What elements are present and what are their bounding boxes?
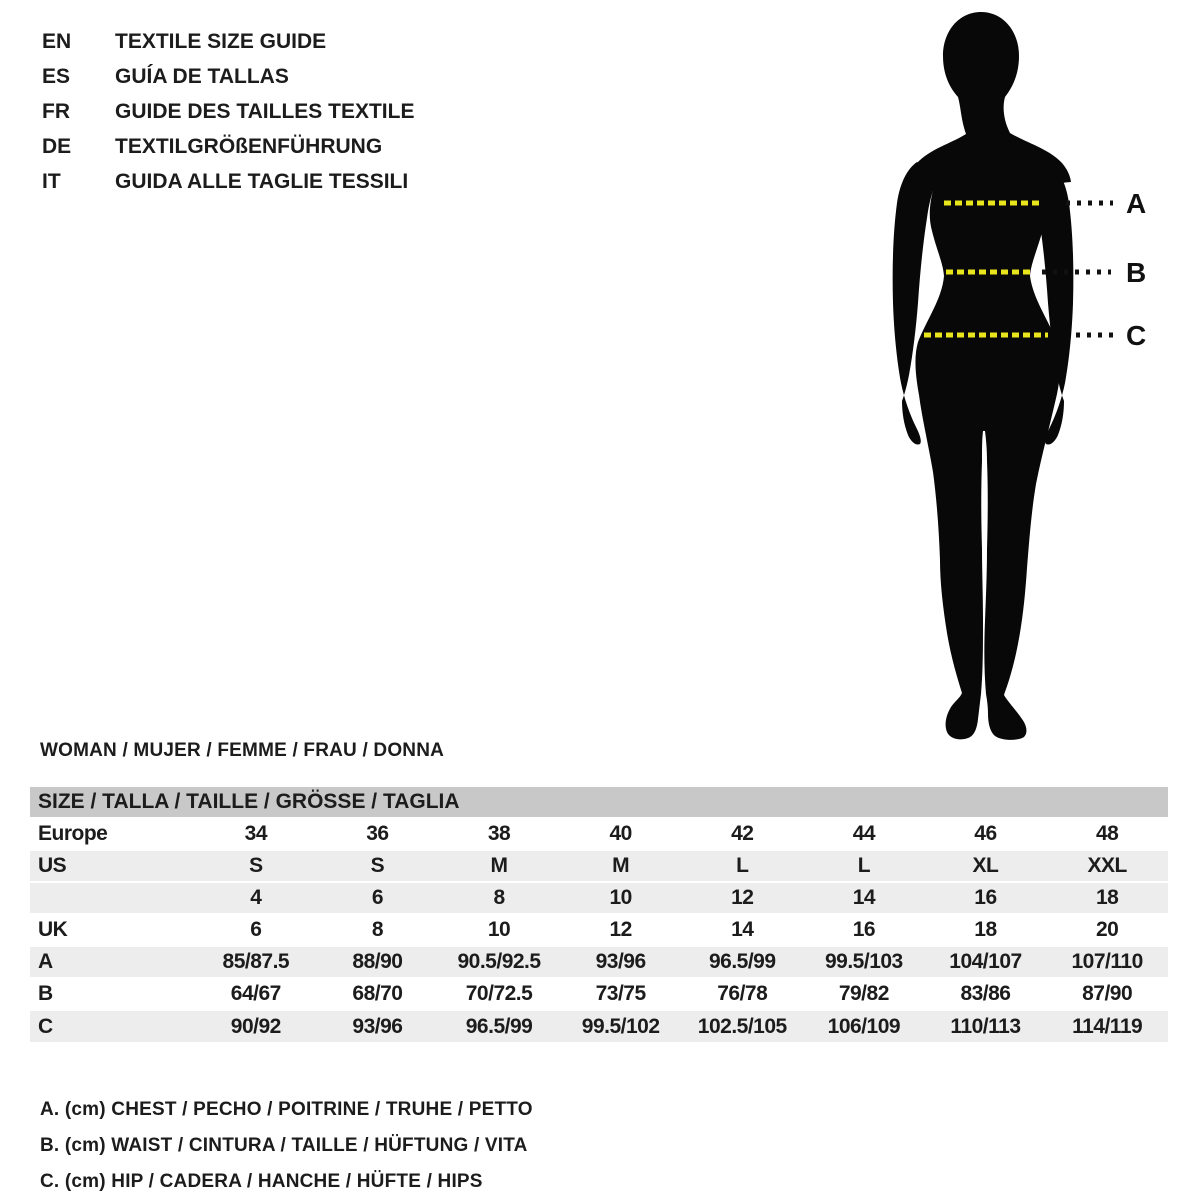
language-title-list: [42, 30, 414, 205]
size-cell: 34: [244, 822, 267, 845]
size-cell: 96.5/99: [465, 1014, 533, 1038]
size-cell: 79/82: [838, 982, 889, 1005]
size-cell: 14: [852, 886, 876, 909]
language-label: GUIDA ALLE TAGLIE TESSILI: [115, 170, 409, 193]
size-cell: 99.5/102: [581, 1014, 660, 1038]
language-title-row: [42, 170, 414, 192]
language-title-row: [42, 30, 414, 52]
size-cell: 104/107: [949, 950, 1022, 973]
size-cell: 40: [609, 822, 632, 845]
size-cell: XXL: [1087, 854, 1127, 877]
size-cell: S: [249, 854, 263, 877]
woman-silhouette-figure: [880, 2, 1200, 745]
size-cell: 16: [974, 886, 997, 909]
size-cell: 20: [1095, 918, 1119, 941]
section-title: WOMAN / MUJER / FEMME / FRAU / DONNA: [40, 740, 445, 761]
size-row-label: US: [38, 854, 67, 877]
language-title-row: [42, 65, 414, 87]
size-table-row: [30, 882, 1168, 914]
size-cell: M: [612, 854, 630, 877]
size-cell: 90/92: [230, 1014, 281, 1038]
size-table-row: [30, 1010, 1168, 1042]
size-row-label: A: [38, 950, 53, 973]
size-table-header-row: [30, 787, 1168, 818]
measure-legend: [40, 1092, 533, 1200]
size-cell: 38: [487, 822, 511, 845]
language-title-row: [42, 135, 414, 157]
size-table-row: [30, 946, 1168, 978]
size-cell: 83/86: [960, 982, 1011, 1005]
size-cell: M: [490, 854, 508, 877]
size-cell: 48: [1095, 822, 1119, 845]
language-title-row: [42, 100, 414, 122]
size-cell: 18: [974, 918, 997, 941]
size-cell: 87/90: [1082, 982, 1133, 1005]
size-cell: 10: [609, 886, 632, 909]
size-cell: 12: [609, 918, 632, 941]
language-label: GUÍA DE TALLAS: [115, 65, 289, 88]
measure-legend-line: B. (cm) WAIST / CINTURA / TAILLE / HÜFTUNG / VITA: [40, 1135, 528, 1156]
size-cell: 99.5/103: [824, 950, 903, 973]
size-cell: L: [857, 854, 871, 877]
measure-legend-line: A. (cm) CHEST / PECHO / POITRINE / TRUHE / PETTO: [40, 1099, 533, 1120]
measure-label-c: C: [1126, 320, 1147, 351]
size-cell: 70/72.5: [465, 982, 533, 1005]
size-cell: 6: [250, 918, 262, 941]
size-row-label: UK: [38, 918, 68, 941]
size-table-header: SIZE / TALLA / TAILLE / GRÖSSE / TAGLIA: [30, 787, 1168, 818]
size-cell: 114/119: [1072, 1014, 1143, 1038]
language-code: FR: [42, 100, 70, 123]
size-cell: 8: [493, 886, 505, 909]
size-table-row: [30, 850, 1168, 882]
size-cell: 68/70: [352, 982, 403, 1005]
size-cell: 76/78: [717, 982, 768, 1005]
size-row-label: Europe: [38, 822, 108, 845]
size-cell: 4: [250, 886, 262, 909]
size-cell: 8: [371, 918, 384, 941]
size-cell: 6: [371, 886, 384, 909]
size-cell: 10: [487, 918, 511, 941]
size-cell: 64/67: [230, 982, 281, 1005]
size-row-label: [30, 882, 195, 914]
size-cell: 16: [852, 918, 876, 941]
size-cell: 85/87.5: [222, 950, 290, 973]
size-cell: 93/96: [595, 950, 646, 973]
size-cell: L: [736, 854, 749, 877]
measure-label-a: A: [1126, 188, 1147, 219]
measure-legend-line: C. (cm) HIP / CADERA / HANCHE / HÜFTE / HIPS: [40, 1171, 483, 1192]
language-code: ES: [42, 65, 71, 88]
size-cell: 88/90: [352, 950, 403, 973]
language-code: IT: [42, 170, 61, 193]
size-cell: 42: [731, 822, 754, 845]
size-cell: 46: [974, 822, 997, 845]
measure-label-b: B: [1126, 257, 1147, 288]
size-cell: 93/96: [352, 1014, 403, 1038]
size-cell: 90.5/92.5: [457, 950, 541, 973]
size-row-label: B: [38, 982, 53, 1005]
size-table-row: [30, 914, 1168, 946]
size-cell: S: [370, 854, 385, 877]
size-table-row: [30, 818, 1168, 850]
size-cell: 106/109: [827, 1014, 901, 1038]
language-label: TEXTILGRÖßENFÜHRUNG: [115, 135, 383, 158]
size-table-row: [30, 978, 1168, 1010]
language-code: EN: [42, 30, 72, 53]
language-label: TEXTILE SIZE GUIDE: [115, 30, 327, 53]
size-cell: 102.5/105: [697, 1014, 787, 1038]
size-cell: 14: [731, 918, 754, 941]
size-row-label: C: [38, 1014, 53, 1038]
woman-silhouette-body: [908, 12, 1071, 740]
size-cell: 73/75: [595, 982, 646, 1005]
size-cell: 36: [366, 822, 389, 845]
size-table: [30, 787, 1168, 1042]
size-cell: 12: [731, 886, 754, 909]
language-code: DE: [42, 135, 72, 158]
size-cell: 96.5/99: [708, 950, 776, 973]
size-cell: 44: [852, 822, 876, 845]
size-cell: 110/113: [950, 1014, 1021, 1038]
size-cell: 107/110: [1071, 950, 1143, 973]
size-cell: 18: [1095, 886, 1119, 909]
size-cell: XL: [972, 854, 999, 877]
language-label: GUIDE DES TAILLES TEXTILE: [115, 100, 415, 123]
